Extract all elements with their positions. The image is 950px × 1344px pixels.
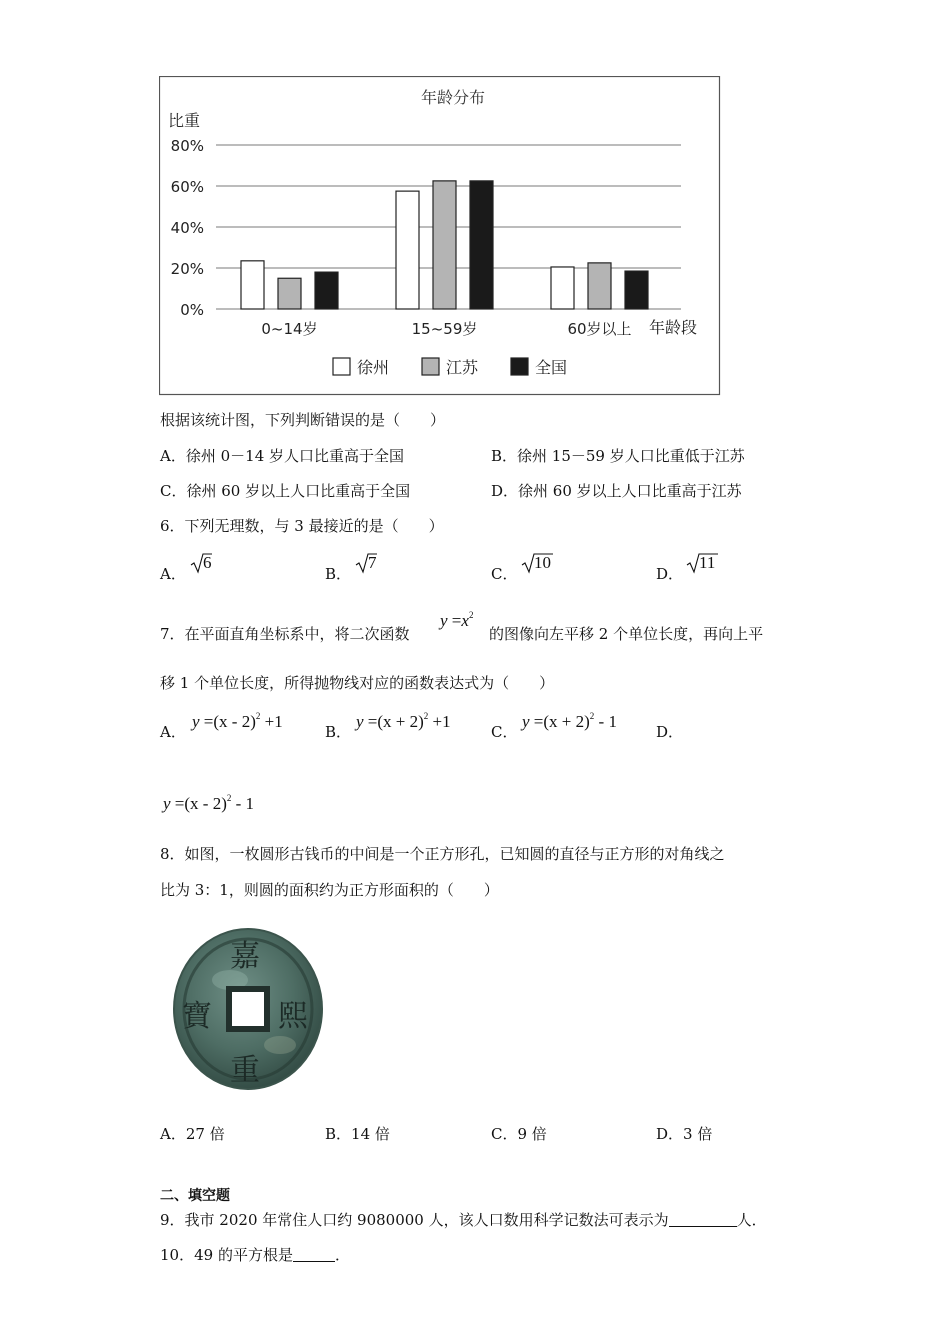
q7-stem-line2: 移 1 个单位长度，所得抛物线对应的函数表达式为（ ） xyxy=(160,674,555,692)
coin-char-left: 寶 xyxy=(182,999,212,1034)
q7-option-c-expr[interactable]: $y =(x + 2)^2 - 1$ xyxy=(522,711,617,731)
q5-option-d[interactable]: D．徐州 60 岁以上人口比重高于江苏 xyxy=(491,482,742,500)
q5-option-b[interactable]: B．徐州 15－59 岁人口比重低于江苏 xyxy=(491,447,745,465)
bar-徐州-0~14岁 xyxy=(241,261,264,309)
q10-answer-blank[interactable] xyxy=(293,1247,335,1262)
q7-option-d-expr[interactable]: y =(x - 2)$^2$ - 1 xyxy=(163,793,255,813)
x-tick-label: 60岁以上 xyxy=(567,320,632,338)
q5-option-a[interactable]: A．徐州 0－14 岁人口比重高于全国 xyxy=(160,447,405,465)
legend-label: 徐州 xyxy=(357,358,390,377)
q8-option-c[interactable]: C．9 倍 xyxy=(491,1125,547,1143)
q10-tail: ． xyxy=(334,1246,350,1264)
bar-全国-0~14岁 xyxy=(315,272,338,309)
q5-stem: 根据该统计图，下列判断错误的是（ ） xyxy=(160,411,446,429)
section-title: 二、填空题 xyxy=(160,1188,230,1204)
x-tick-label: 0~14岁 xyxy=(261,320,318,338)
age-distribution-chart xyxy=(159,76,721,396)
legend-swatch-江苏 xyxy=(422,358,439,375)
y-tick-label: 80% xyxy=(170,137,204,155)
bar-全国-15~59岁 xyxy=(470,181,493,309)
y-tick-label: 0% xyxy=(180,301,204,319)
coin-char-right: 熙 xyxy=(278,999,308,1034)
bar-江苏-15~59岁 xyxy=(433,181,456,309)
radicand: 10 xyxy=(534,553,551,572)
y-tick-label: 60% xyxy=(170,178,204,196)
q9-text: 9．我市 2020 年常住人口约 9080000 人，该人口数用科学记数法可表示为 xyxy=(160,1211,669,1229)
q6-option-label: B． xyxy=(325,565,352,583)
y-tick-label: 20% xyxy=(170,260,204,278)
chart-title: 年龄分布 xyxy=(420,88,486,107)
coin-char-bottom: 重 xyxy=(230,1053,260,1088)
legend-swatch-徐州 xyxy=(333,358,350,375)
chart-svg xyxy=(159,76,721,396)
bar-徐州-60岁以上 xyxy=(551,267,574,309)
q10-text: 10．49 的平方根是 xyxy=(160,1246,293,1264)
q9 xyxy=(160,1210,767,1230)
q7-option-b-label[interactable]: B． xyxy=(325,723,352,741)
q8-stem-line2: 比为 3：1，则圆的面积约为正方形面积的（ ） xyxy=(160,881,499,899)
bar-徐州-15~59岁 xyxy=(396,191,419,309)
x-tick-label: 15~59岁 xyxy=(411,320,478,338)
y-axis-label: 比重 xyxy=(168,111,201,130)
q9-tail: 人． xyxy=(736,1211,767,1229)
bar-江苏-0~14岁 xyxy=(278,278,301,309)
q7-stem-part1: 7．在平面直角坐标系中，将二次函数 xyxy=(160,625,410,643)
coin-char-top: 嘉 xyxy=(230,939,260,974)
legend-label: 江苏 xyxy=(446,358,479,377)
radicand: 7 xyxy=(368,553,377,572)
q5-option-c[interactable]: C．徐州 60 岁以上人口比重高于全国 xyxy=(160,482,411,500)
q7-option-b-expr[interactable]: $y =(x + 2)^2 +1$ xyxy=(356,711,451,731)
q7-option-d-label[interactable]: D． xyxy=(656,723,684,741)
ancient-coin-image xyxy=(170,925,326,1093)
q6-option-label: C． xyxy=(491,565,518,583)
q7-option-a-expr[interactable]: y =(x - 2)$^2$ +1 xyxy=(192,711,283,731)
q6-option-label: D． xyxy=(656,565,684,583)
q7-option-a-label[interactable]: A． xyxy=(160,723,186,741)
q6-option-label: A． xyxy=(160,565,186,583)
bar-江苏-60岁以上 xyxy=(588,263,611,309)
bar-全国-60岁以上 xyxy=(625,271,648,309)
q8-option-a[interactable]: A．27 倍 xyxy=(160,1125,225,1143)
q8-option-b[interactable]: B．14 倍 xyxy=(325,1125,390,1143)
q8-stem-line1: 8．如图，一枚圆形古钱币的中间是一个正方形孔，已知圆的直径与正方形的对角线之 xyxy=(160,845,725,863)
x-axis-label: 年龄段 xyxy=(649,318,698,337)
legend-label: 全国 xyxy=(535,358,568,377)
radicand: 6 xyxy=(203,553,212,572)
legend-swatch-全国 xyxy=(511,358,528,375)
q7-function: $y =x^2$ xyxy=(440,610,474,630)
y-tick-label: 40% xyxy=(170,219,204,237)
q10 xyxy=(160,1245,350,1265)
q7-stem-part2: 的图像向左平移 2 个单位长度，再向上平 xyxy=(489,625,764,643)
q6-stem: 6．下列无理数，与 3 最接近的是（ ） xyxy=(160,517,444,535)
radicand: 11 xyxy=(699,553,716,572)
q9-answer-blank[interactable] xyxy=(669,1212,737,1227)
q8-option-d[interactable]: D．3 倍 xyxy=(656,1125,713,1143)
q7-option-c-label[interactable]: C． xyxy=(491,723,518,741)
